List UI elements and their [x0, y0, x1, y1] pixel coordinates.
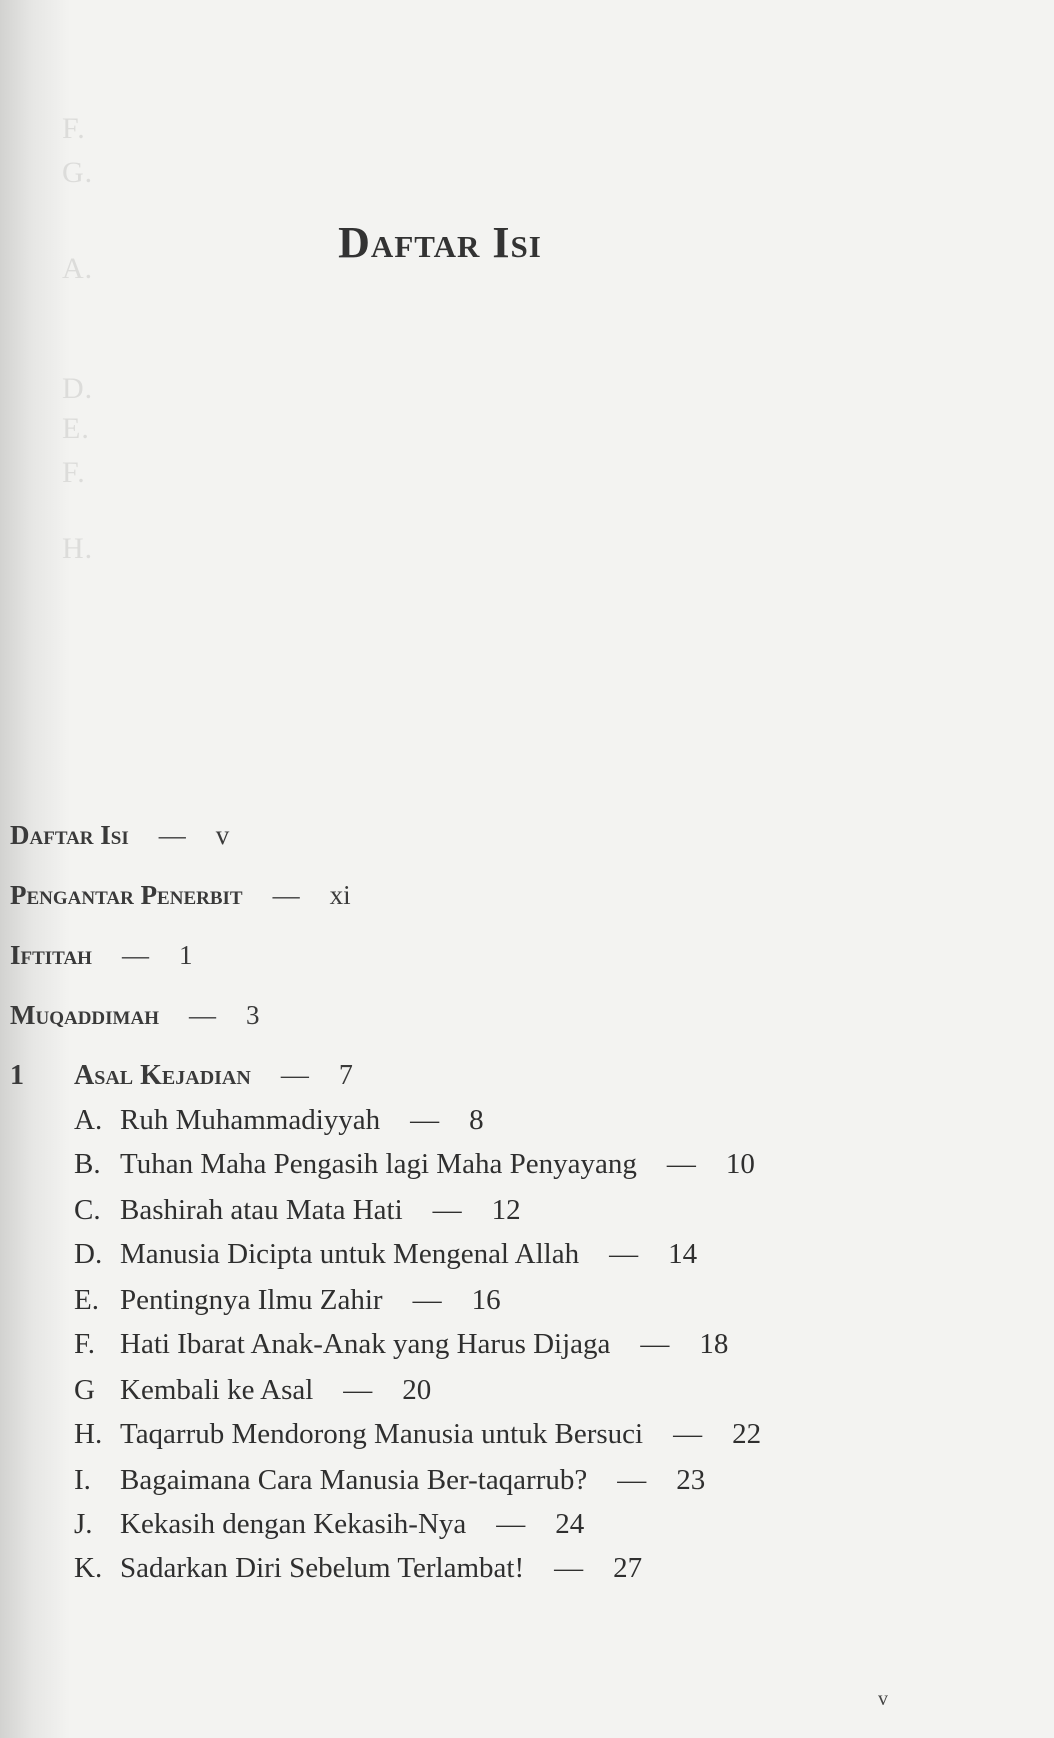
chapter-title: Asal Kejadian: [74, 1060, 251, 1091]
toc-section[interactable]: [74, 1508, 584, 1541]
toc-dash: —: [640, 1328, 670, 1360]
toc-page-number: 10: [725, 1148, 755, 1180]
toc-section[interactable]: [74, 1552, 642, 1585]
toc-page-number: 14: [668, 1238, 698, 1270]
section-title: Bashirah atau Mata Hati: [120, 1194, 403, 1226]
section-letter: K.: [74, 1552, 103, 1584]
toc-entry[interactable]: [10, 820, 229, 851]
toc-dash: —: [666, 1148, 696, 1180]
toc-section[interactable]: [74, 1104, 484, 1137]
section-letter: I.: [74, 1464, 91, 1496]
toc-section[interactable]: [74, 1464, 705, 1497]
toc-section[interactable]: [74, 1194, 521, 1227]
section-letter: J.: [74, 1508, 93, 1540]
toc-section[interactable]: [74, 1418, 761, 1451]
toc-dash: —: [121, 940, 149, 970]
toc-dash: —: [188, 1000, 216, 1030]
toc-page-number: 7: [338, 1060, 353, 1091]
toc-entry[interactable]: [10, 880, 351, 911]
toc-dash: —: [272, 880, 300, 910]
toc-page-number: 12: [491, 1194, 521, 1226]
section-title: Taqarrub Mendorong Manusia untuk Bersuci: [120, 1418, 644, 1450]
section-letter: G: [74, 1374, 95, 1406]
toc-dash: —: [412, 1284, 442, 1316]
toc-dash: —: [343, 1374, 373, 1406]
toc-section[interactable]: [74, 1374, 431, 1407]
toc-dash: —: [554, 1552, 584, 1584]
section-title: Pentingnya Ilmu Zahir: [120, 1284, 383, 1316]
toc-page-number: xi: [329, 880, 351, 910]
toc-entry[interactable]: [10, 940, 192, 971]
section-letter: D.: [74, 1238, 103, 1270]
toc-section[interactable]: [74, 1148, 755, 1181]
section-title: Kekasih dengan Kekasih-Nya: [120, 1508, 467, 1540]
bleed-through: D.: [62, 372, 94, 405]
bleed-through: F.: [62, 456, 86, 489]
toc-dash: —: [673, 1418, 703, 1450]
toc-entry[interactable]: [10, 1000, 259, 1031]
toc-page-number: v: [215, 820, 230, 850]
section-title: Manusia Dicipta untuk Mengenal Allah: [120, 1238, 580, 1270]
toc-page-number: 16: [471, 1284, 501, 1316]
toc-page-number: 1: [178, 940, 193, 970]
toc-section[interactable]: [74, 1238, 697, 1271]
chapter-number: 1: [10, 1060, 24, 1091]
toc-page-number: 24: [555, 1508, 585, 1540]
page-folio: v: [878, 1688, 888, 1710]
toc-page-number: 23: [676, 1464, 706, 1496]
section-title: Ruh Muhammadiyyah: [120, 1104, 381, 1136]
section-letter: C.: [74, 1194, 101, 1226]
toc-page-number: 20: [402, 1374, 432, 1406]
section-title: Bagaimana Cara Manusia Ber-taqarrub?: [120, 1464, 588, 1496]
toc-dash: —: [496, 1508, 526, 1540]
toc-dash: —: [280, 1060, 309, 1091]
section-title: Sadarkan Diri Sebelum Terlambat!: [120, 1552, 525, 1584]
toc-dash: —: [158, 820, 186, 850]
toc-page-number: 3: [245, 1000, 260, 1030]
section-title: Tuhan Maha Pengasih lagi Maha Penyayang: [120, 1148, 637, 1180]
bleed-through: F.: [62, 112, 86, 145]
section-letter: E.: [74, 1284, 99, 1316]
section-title: Hati Ibarat Anak-Anak yang Harus Dijaga: [120, 1328, 611, 1360]
toc-dash: —: [609, 1238, 639, 1270]
section-letter: A.: [74, 1104, 103, 1136]
section-letter: H.: [74, 1418, 103, 1450]
toc-entry-label: Pengantar Penerbit: [10, 880, 243, 910]
toc-entry-label: Daftar Isi: [10, 820, 129, 850]
section-letter: F.: [74, 1328, 96, 1360]
section-letter: B.: [74, 1148, 101, 1180]
bleed-through: A.: [62, 252, 94, 285]
toc-dash: —: [617, 1464, 647, 1496]
section-title: Kembali ke Asal: [120, 1374, 314, 1406]
toc-page-number: 18: [699, 1328, 729, 1360]
bleed-through: H.: [62, 532, 94, 565]
toc-entry-label: Iftitah: [10, 940, 92, 970]
toc-page-number: 8: [469, 1104, 484, 1136]
toc-page-number: 22: [732, 1418, 762, 1450]
toc-dash: —: [410, 1104, 440, 1136]
toc-section[interactable]: [74, 1284, 501, 1317]
toc-dash: —: [432, 1194, 462, 1226]
page-title: Daftar Isi: [338, 218, 542, 268]
bleed-through: G.: [62, 156, 94, 189]
toc-section[interactable]: [74, 1328, 728, 1361]
toc-chapter[interactable]: [10, 1060, 353, 1092]
toc-entry-label: Muqaddimah: [10, 1000, 159, 1030]
bleed-through: E.: [62, 412, 90, 445]
toc-page-number: 27: [613, 1552, 643, 1584]
